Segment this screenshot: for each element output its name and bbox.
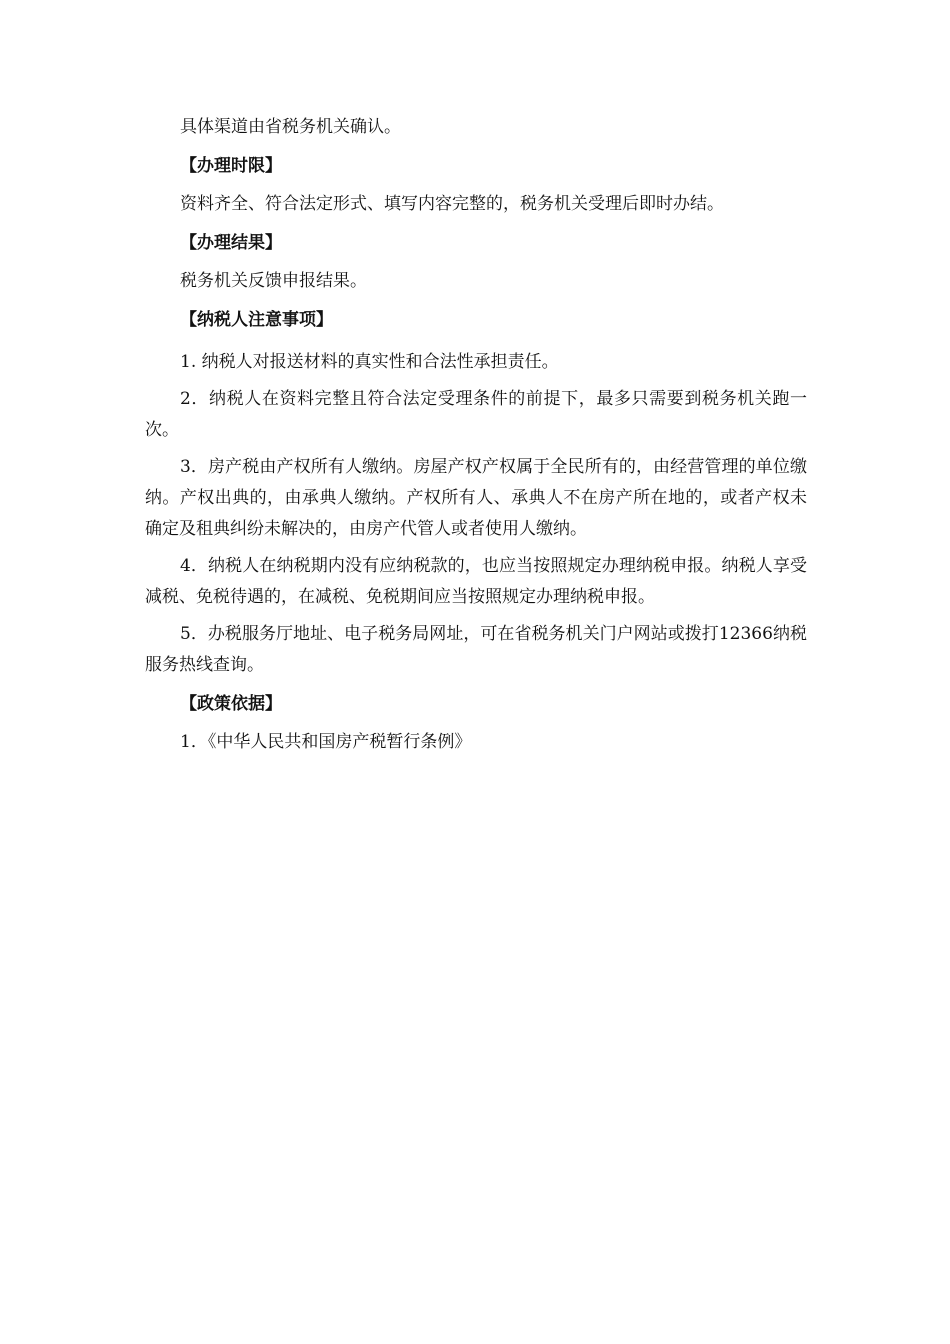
time-limit-text: 资料齐全、符合法定形式、填写内容完整的，税务机关受理后即时办结。: [180, 194, 724, 214]
notes-item-3: 3．房产税由产权所有人缴纳。房屋产权产权属于全民所有的，由经营管理的单位缴纳。产权出典的，由承典人缴纳。产权所有人、承典人不在房产所在地的，或者产权未确定及租典纠纷未解决的，由房产代管人或者使用人缴纳。: [145, 457, 807, 539]
intro-paragraph: 具体渠道由省税务机关确认。: [180, 117, 401, 137]
document-body: [145, 112, 807, 758]
notes-item-2: 2．纳税人在资料完整且符合法定受理条件的前提下，最多只需要到税务机关跑一次。: [145, 389, 807, 440]
spacer: [145, 337, 807, 347]
result-text: 税务机关反馈申报结果。: [180, 271, 367, 291]
notes-item-5: 5．办税服务厅地址、电子税务局网址，可在省税务机关门户网站或拨打12366纳税服务热线查询。: [145, 624, 807, 675]
notes-heading: 【纳税人注意事项】: [180, 310, 333, 330]
notes-item-1: 1. 纳税人对报送材料的真实性和合法性承担责任。: [180, 352, 559, 372]
policy-heading: 【政策依据】: [180, 694, 282, 714]
result-heading: 【办理结果】: [180, 233, 282, 253]
time-limit-heading: 【办理时限】: [180, 156, 282, 176]
policy-item-1: 1．《中华人民共和国房产税暂行条例》: [180, 732, 472, 752]
notes-item-4: 4．纳税人在纳税期内没有应纳税款的，也应当按照规定办理纳税申报。纳税人享受减税、免税待遇的，在减税、免税期间应当按照规定办理纳税申报。: [145, 556, 807, 607]
